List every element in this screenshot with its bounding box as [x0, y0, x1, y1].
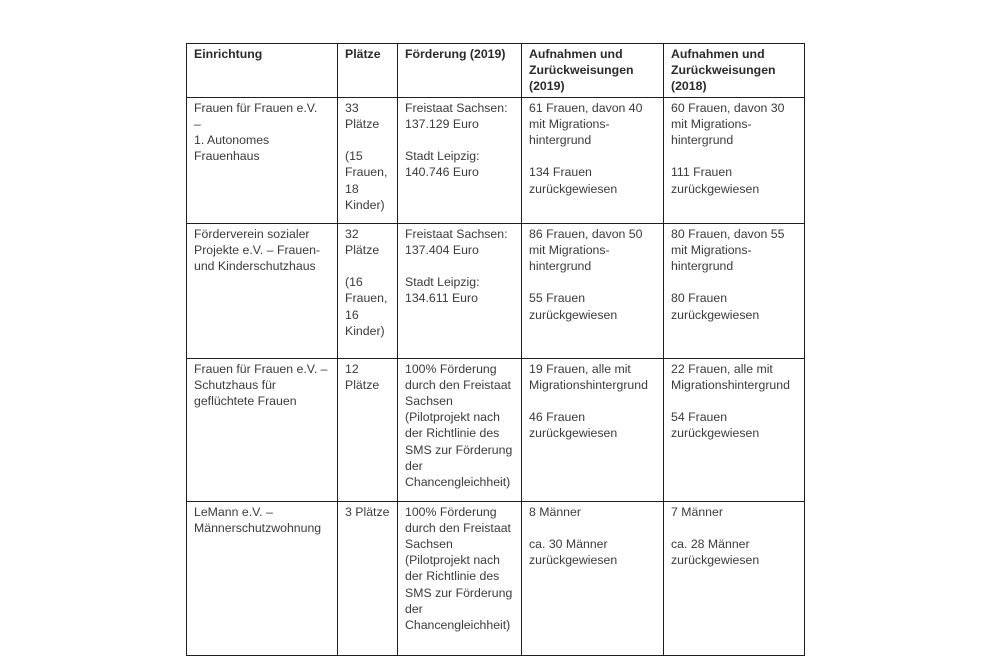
cell-einrichtung	[187, 97, 338, 223]
foerderung-line: Freistaat Sachsen: 137.129 Euro	[405, 100, 508, 131]
aufnahmen-text: 19 Frauen, alle mit Migrationshintergrund	[529, 361, 648, 392]
cell-aufnahmen-2018	[664, 358, 805, 501]
zurueckweisungen-text: 111 Frauen zurückgewiesen	[671, 165, 760, 196]
einrichtung-text: Frauen für Frauen e.V. – 1. Autonomes Frauenhaus	[194, 100, 318, 164]
zurueckweisungen-text: ca. 28 Männer zurückgewiesen	[671, 537, 760, 568]
header-plaetze: Plätze	[338, 44, 398, 98]
header-aufnahmen-2019: Aufnahmen und Zurückweisungen (2019)	[522, 44, 664, 98]
table-header-row	[187, 44, 805, 98]
cell-plaetze	[338, 97, 398, 223]
foerderung-line: Stadt Leipzig: 140.746 Euro	[405, 149, 480, 180]
zurueckweisungen-text: 46 Frauen zurückgewiesen	[529, 410, 618, 441]
aufnahmen-text: 22 Frauen, alle mit Migrationshintergrund	[671, 361, 790, 392]
table-row	[187, 223, 805, 358]
zurueckweisungen-text: 55 Frauen zurückgewiesen	[529, 291, 618, 322]
shelter-table	[186, 43, 805, 656]
plaetze-count: 3 Plätze	[345, 504, 390, 519]
zurueckweisungen-text: 54 Frauen zurückgewiesen	[671, 410, 760, 441]
aufnahmen-text: 80 Frauen, davon 55 mit Migrations-hintergrund	[671, 226, 785, 274]
cell-plaetze	[338, 501, 398, 655]
cell-einrichtung	[187, 501, 338, 655]
cell-foerderung	[398, 358, 522, 501]
cell-einrichtung	[187, 358, 338, 501]
plaetze-detail: (15 Frauen, 18 Kinder)	[345, 149, 388, 212]
aufnahmen-text: 61 Frauen, davon 40 mit Migrations-hintergrund	[529, 100, 643, 148]
header-foerderung-2019: Förderung (2019)	[398, 44, 522, 98]
cell-aufnahmen-2019	[522, 501, 664, 655]
plaetze-detail: (16 Frauen, 16 Kinder)	[345, 275, 388, 338]
zurueckweisungen-text: 134 Frauen zurückgewiesen	[529, 165, 618, 196]
cell-aufnahmen-2019	[522, 358, 664, 501]
header-aufnahmen-2018: Aufnahmen und Zurückweisungen (2018)	[664, 44, 805, 98]
aufnahmen-text: 7 Männer	[671, 504, 723, 519]
foerderung-line: 100% Förderung durch den Freistaat Sachsen (Pilotprojekt nach der Richtlinie des SMS zur Förderung der Chancengleichheit)	[405, 361, 513, 490]
cell-aufnahmen-2018	[664, 501, 805, 655]
cell-foerderung	[398, 501, 522, 655]
cell-einrichtung	[187, 223, 338, 358]
plaetze-count: 32 Plätze	[345, 226, 380, 257]
zurueckweisungen-text: 80 Frauen zurückgewiesen	[671, 291, 760, 322]
cell-aufnahmen-2019	[522, 97, 664, 223]
cell-aufnahmen-2018	[664, 97, 805, 223]
header-einrichtung: Einrichtung	[187, 44, 338, 98]
zurueckweisungen-text: ca. 30 Männer zurückgewiesen	[529, 537, 618, 568]
table-row	[187, 97, 805, 223]
cell-foerderung	[398, 97, 522, 223]
foerderung-line: Stadt Leipzig: 134.611 Euro	[405, 275, 480, 306]
aufnahmen-text: 86 Frauen, davon 50 mit Migrations-hintergrund	[529, 226, 643, 274]
table-row	[187, 501, 805, 655]
cell-aufnahmen-2018	[664, 223, 805, 358]
plaetze-count: 33 Plätze	[345, 100, 380, 131]
aufnahmen-text: 8 Männer	[529, 504, 581, 519]
aufnahmen-text: 60 Frauen, davon 30 mit Migrations-hintergrund	[671, 100, 785, 148]
cell-plaetze	[338, 358, 398, 501]
foerderung-line: 100% Förderung durch den Freistaat Sachsen (Pilotprojekt nach der Richtlinie des SMS zur Förderung der Chancengleichheit)	[405, 504, 513, 633]
cell-foerderung	[398, 223, 522, 358]
table-row	[187, 358, 805, 501]
einrichtung-text: Förderverein sozialer Projekte e.V. – Frauen- und Kinderschutzhaus	[194, 226, 321, 274]
cell-plaetze	[338, 223, 398, 358]
foerderung-line: Freistaat Sachsen: 137.404 Euro	[405, 226, 508, 257]
cell-aufnahmen-2019	[522, 223, 664, 358]
einrichtung-text: Frauen für Frauen e.V. –Schutzhaus für geflüchtete Frauen	[194, 361, 328, 409]
einrichtung-text: LeMann e.V. – Männerschutzwohnung	[194, 504, 322, 535]
plaetze-count: 12 Plätze	[345, 361, 380, 392]
